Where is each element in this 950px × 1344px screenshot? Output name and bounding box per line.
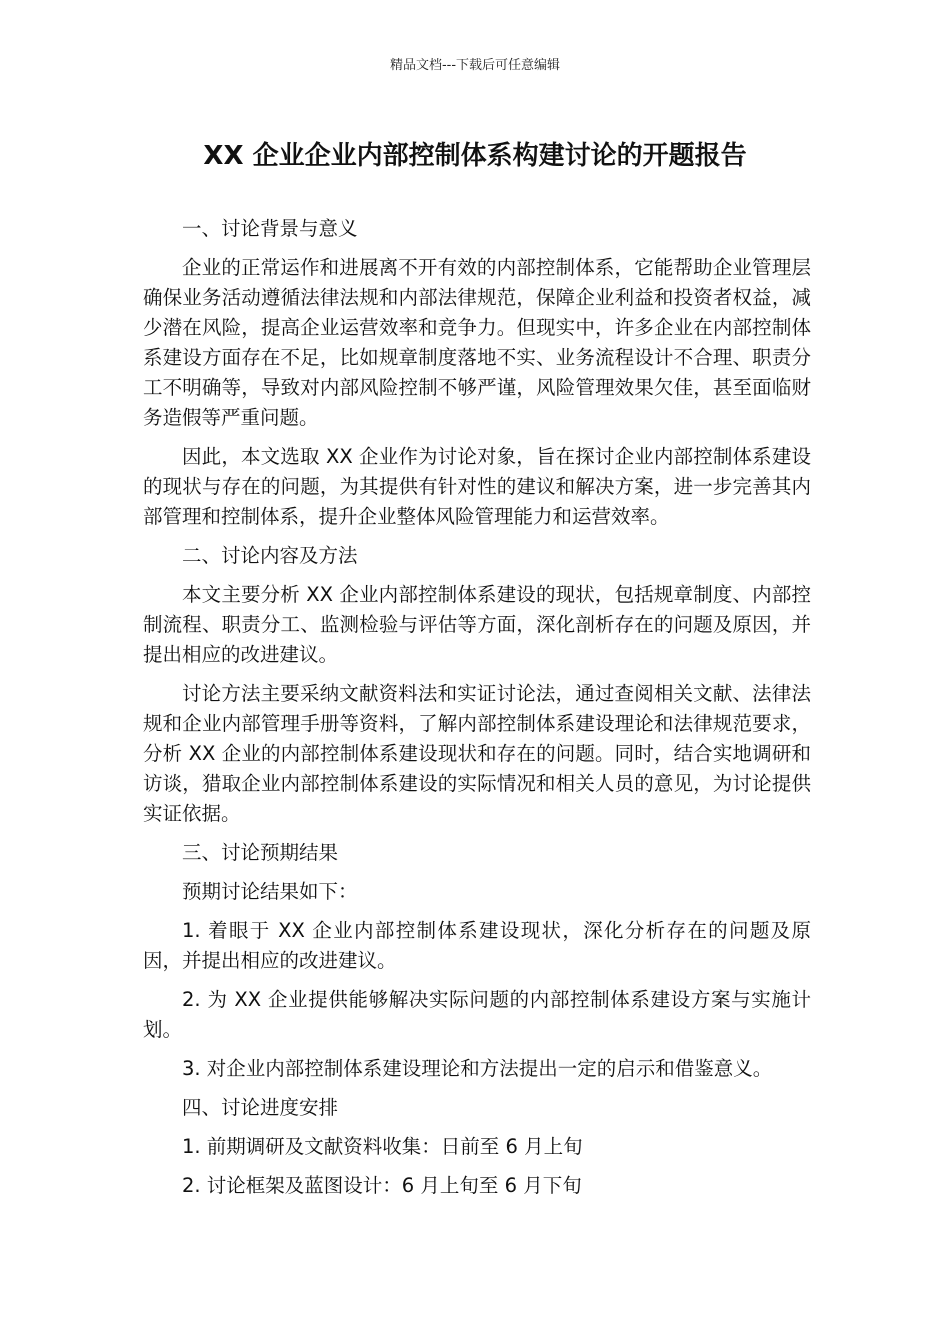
list-item-result-1: 1. 着眼于 XX 企业内部控制体系建设现状，深化分析存在的问题及原因，并提出相应的改进建议。 bbox=[143, 919, 811, 972]
page-header: 精品文档---下载后可任意编辑 bbox=[389, 58, 561, 73]
section-heading-schedule: 四、讨论进度安排 bbox=[182, 1096, 339, 1119]
paragraph-expected-intro: 预期讨论结果如下： bbox=[182, 880, 358, 903]
list-item-result-2: 2. 为 XX 企业提供能够解决实际问题的内部控制体系建设方案与实施计划。 bbox=[143, 988, 811, 1041]
paragraph-content: 本文主要分析 XX 企业内部控制体系建设的现状，包括规章制度、内部控制流程、职责分工、监测检验与评估等方面，深化剖析存在的问题及原因，并提出相应的改进建议。 bbox=[143, 583, 811, 666]
section-heading-expected-results: 三、讨论预期结果 bbox=[182, 841, 339, 864]
list-item-result-3: 3. 对企业内部控制体系建设理论和方法提出一定的启示和借鉴意义。 bbox=[182, 1057, 773, 1080]
paragraph-background-2: 因此，本文选取 XX 企业作为讨论对象，旨在探讨企业内部控制体系建设的现状与存在的问题，为其提供有针对性的建议和解决方案，进一步完善其内部管理和控制体系，提升企业整体风险管理能力和运营效率。 bbox=[143, 445, 811, 528]
section-heading-background: 一、讨论背景与意义 bbox=[182, 217, 358, 240]
paragraph-background-1: 企业的正常运作和进展离不开有效的内部控制体系，它能帮助企业管理层确保业务活动遵循法律法规和内部法律规范，保障企业利益和投资者权益，减少潜在风险，提高企业运营效率和竞争力。但现实中，许多企业在内部控制体系建设方面存在不足，比如规章制度落地不实、业务流程设计不合理、职责分工不明确等，导致对内部风险控制不够严谨，风险管理效果欠佳，甚至面临财务造假等严重问题。 bbox=[143, 256, 811, 429]
section-heading-content-method: 二、讨论内容及方法 bbox=[182, 544, 358, 567]
document-body bbox=[143, 214, 811, 1210]
paragraph-method: 讨论方法主要采纳文献资料法和实证讨论法，通过查阅相关文献、法律法规和企业内部管理手册等资料，了解内部控制体系建设理论和法律规范要求，分析 XX 企业的内部控制体系建设现状和存在的问题。同时，结合实地调研和访谈，猎取企业内部控制体系建设的实际情况和相关人员的意见，为讨论提供实证依据。 bbox=[143, 682, 811, 825]
list-item-schedule-1: 1. 前期调研及文献资料收集：日前至 6 月上旬 bbox=[182, 1135, 583, 1158]
list-item-schedule-2: 2. 讨论框架及蓝图设计：6 月上旬至 6 月下旬 bbox=[182, 1174, 582, 1197]
document-title: XX 企业企业内部控制体系构建讨论的开题报告 bbox=[203, 141, 747, 171]
